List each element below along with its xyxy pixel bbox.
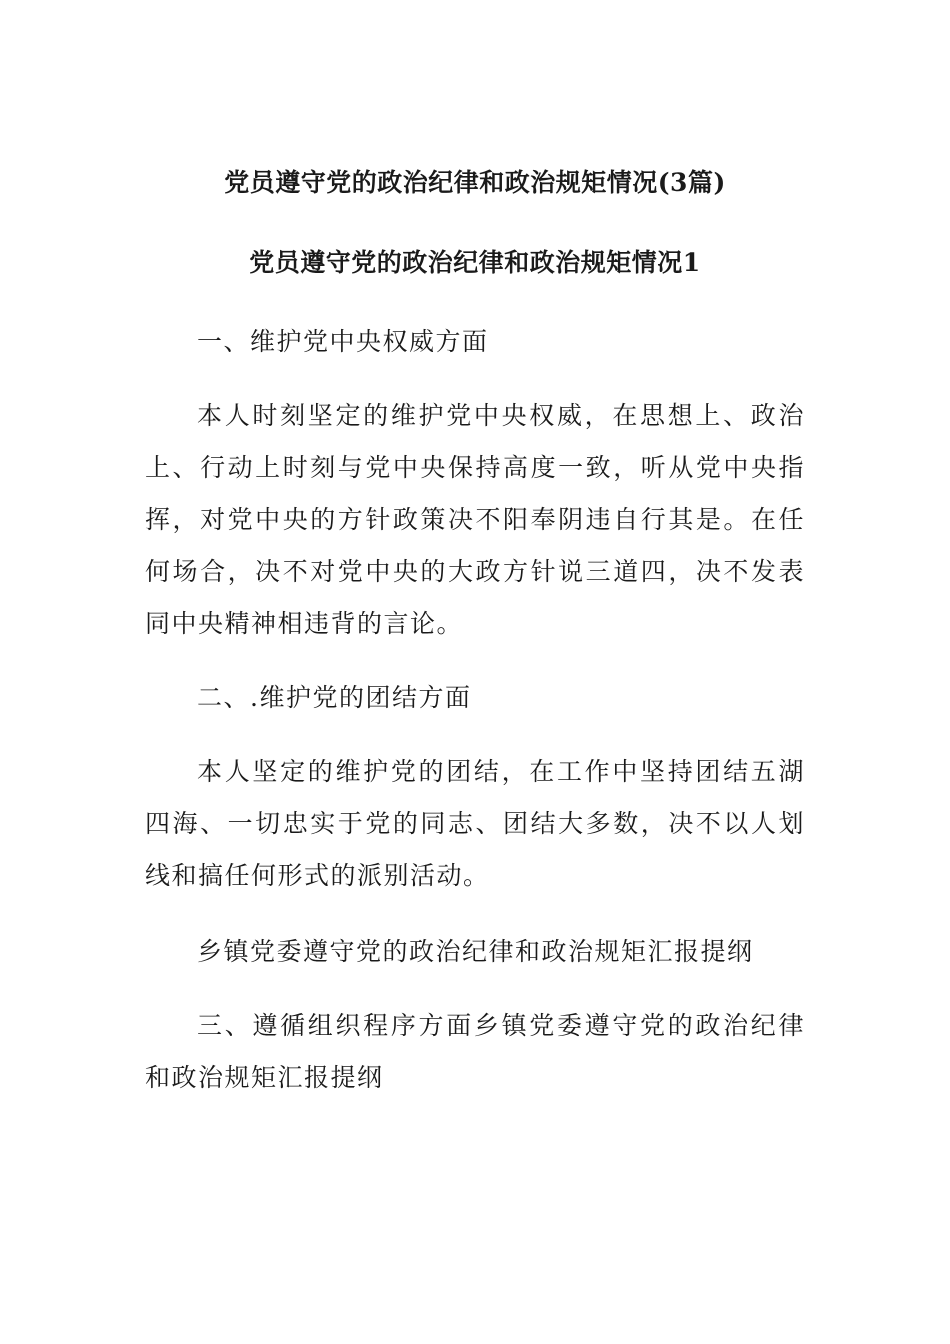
section-paragraph: 三、遵循组织程序方面乡镇党委遵守党的政治纪律和政治规矩汇报提纲 <box>145 1011 805 1092</box>
document-subtitle: 党员遵守党的政治纪律和政治规矩情况1 <box>249 248 701 277</box>
section-heading: 一、维护党中央权威方面 <box>197 327 489 356</box>
section-paragraph: 本人时刻坚定的维护党中央权威，在思想上、政治上、行动上时刻与党中央保持高度一致，听从党中央指挥，对党中央的方针政策决不阳奉阴违自行其是。在任何场合，决不对党中央的大政方针说三道四，决不发表同中央精神相违背的言论。 <box>145 401 805 638</box>
section-heading: 二、.维护党的团结方面 <box>197 683 472 712</box>
section-heading: 乡镇党委遵守党的政治纪律和政治规矩汇报提纲 <box>197 937 754 966</box>
document-title: 党员遵守党的政治纪律和政治规矩情况(3篇) <box>224 168 726 197</box>
section-paragraph: 本人坚定的维护党的团结，在工作中坚持团结五湖四海、一切忠实于党的同志、团结大多数，决不以人划线和搞任何形式的派别活动。 <box>145 757 805 890</box>
